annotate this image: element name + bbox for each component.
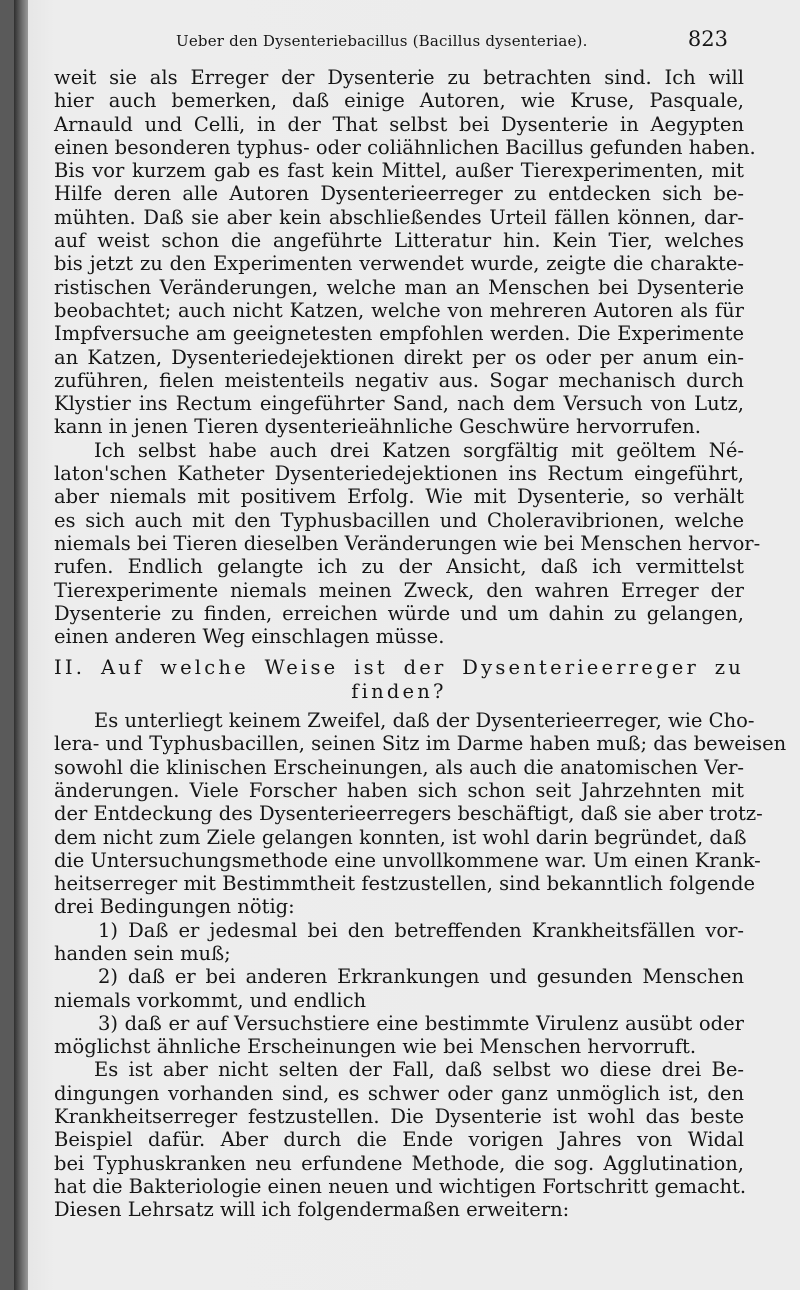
paragraph-katzen — [54, 438, 761, 649]
text-line: kann in jenen Tieren dysenterieähnliche Geschwüre hervorrufen. — [54, 415, 701, 439]
text-line: Impfversuche am geeignetesten empfohlen werden. Die Experimente — [54, 322, 744, 346]
text-line: es sich auch mit den Typhusbacillen und Choleravibrionen, welche — [54, 508, 744, 532]
main-text — [54, 66, 787, 1222]
text-line: einen besonderen typhus- oder coliähnlichen Bacillus gefunden haben. — [54, 135, 756, 159]
text-line: Krankheitserreger festzustellen. Die Dysenterie ist wohl das beste — [54, 1105, 744, 1129]
paragraph-dysenterieerreger — [54, 709, 787, 919]
list-item — [54, 919, 744, 966]
page-gutter-shadow — [14, 0, 28, 1290]
text-line: drei Bedingungen nötig: — [54, 895, 295, 919]
text-line: Klystier ins Rectum eingeführter Sand, nach dem Versuch von Lutz, — [54, 392, 744, 416]
text-line: zuführen, fielen meistenteils negativ aus. Sogar mechanisch durch — [54, 368, 744, 392]
text-line: handen sein muß; — [54, 941, 231, 965]
text-line: an Katzen, Dysenteriedejektionen direkt per os oder per anum ein- — [54, 345, 744, 369]
text-line: lera- und Typhusbacillen, seinen Sitz im Darme haben muß; das beweisen — [54, 732, 787, 756]
text-line: mühten. Daß sie aber kein abschließendes Urteil fällen können, dar- — [54, 205, 744, 229]
text-line: Bis vor kurzem gab es fast kein Mittel, außer Tierexperimenten, mit — [54, 159, 744, 183]
text-line: weit sie als Erreger der Dysenterie zu betrachten sind. Ich will — [54, 66, 744, 89]
text-line: Hilfe deren alle Autoren Dysenterieerreger zu entdecken sich be- — [54, 182, 744, 206]
section-heading-line: finden? — [351, 679, 447, 703]
text-line: dem nicht zum Ziele gelangen konnten, ist wohl darin begründet, daß — [54, 825, 747, 849]
text-line: heitserreger mit Bestimmtheit festzustellen, sind bekanntlich folgende — [54, 872, 755, 896]
text-line: bis jetzt zu den Experimenten verwendet wurde, zeigte die charakte- — [54, 252, 744, 276]
text-line: der Entdeckung des Dysenterieerregers beschäftigt, daß sie aber trotz- — [54, 802, 763, 826]
section-heading — [54, 656, 744, 703]
text-line: hier auch bemerken, daß einige Autoren, wie Kruse, Pasquale, — [54, 89, 744, 113]
text-line: niemals bei Tieren dieselben Veränderungen wie bei Menschen hervor- — [54, 531, 761, 555]
list-item — [54, 965, 744, 1012]
paragraph-agglutination — [54, 1058, 747, 1222]
text-line: aber niemals mit positivem Erfolg. Wie mit Dysenterie, so verhält — [54, 485, 744, 509]
text-line: Tierexperimente niemals meinen Zweck, den wahren Erreger der — [54, 578, 744, 602]
conditions-list — [54, 919, 744, 1059]
text-line: Es ist aber nicht selten der Fall, daß selbst wo diese drei Be- — [94, 1058, 744, 1082]
text-line: Dysenterie zu finden, erreichen würde und um dahin zu gelangen, — [54, 601, 744, 625]
text-line: 3) daß er auf Versuchstiere eine bestimmte Virulenz ausübt oder — [98, 1011, 744, 1035]
text-line: Es unterliegt keinem Zweifel, daß der Dysenterieerreger, wie Cho- — [94, 709, 755, 733]
text-line: bei Typhuskranken neu erfundene Methode, die sog. Agglutination, — [54, 1151, 744, 1175]
section-heading-line: II. Auf welche Weise ist der Dysenterieerreger zu — [54, 656, 744, 680]
text-line: rufen. Endlich gelangte ich zu der Ansicht, daß ich vermittelst — [54, 555, 744, 579]
paragraph-continued — [54, 66, 756, 439]
text-line: Diesen Lehrsatz will ich folgendermaßen erweitern: — [54, 1198, 570, 1222]
text-line: 2) daß er bei anderen Erkrankungen und gesunden Menschen — [98, 965, 744, 989]
book-page — [14, 0, 800, 1290]
text-line: auf weist schon die angeführte Litteratur hin. Kein Tier, welches — [54, 229, 744, 253]
text-line: die Untersuchungsmethode eine unvollkommene war. Um einen Krank- — [54, 848, 761, 872]
text-line: Ich selbst habe auch drei Katzen sorgfältig mit geöltem Né- — [94, 438, 744, 462]
text-line: sowohl die klinischen Erscheinungen, als auch die anatomischen Ver- — [54, 755, 744, 779]
text-line: laton'schen Katheter Dysenteriedejektionen ins Rectum eingeführt, — [54, 462, 744, 486]
text-line: niemals vorkommt, und endlich — [54, 988, 367, 1012]
text-line: möglichst ähnliche Erscheinungen wie bei Menschen hervorruft. — [54, 1035, 697, 1059]
text-line: ristischen Veränderungen, welche man an Menschen bei Dysenterie — [54, 275, 744, 299]
text-line: 1) Daß er jedesmal bei den betreffenden Krankheitsfällen vor- — [98, 918, 744, 942]
text-line: dingungen vorhanden sind, es schwer oder ganz unmöglich ist, den — [54, 1081, 744, 1105]
text-line: Beispiel dafür. Aber durch die Ende vorigen Jahres von Widal — [54, 1128, 744, 1152]
text-line: Arnauld und Celli, in der That selbst bei Dysenterie in Aegypten — [54, 112, 744, 136]
running-header-title: Ueber den Dysenteriebacillus (Bacillus dysenteriae). — [176, 32, 588, 50]
list-item — [54, 1012, 744, 1059]
text-line: hat die Bakteriologie einen neuen und wichtigen Fortschritt gemacht. — [54, 1174, 747, 1198]
text-line: beobachtet; auch nicht Katzen, welche von mehreren Autoren als für — [54, 298, 744, 322]
page-number: 823 — [687, 27, 728, 51]
text-line: einen anderen Weg einschlagen müsse. — [54, 625, 445, 649]
text-line: änderungen. Viele Forscher haben sich schon seit Jahrzehnten mit — [54, 778, 744, 802]
